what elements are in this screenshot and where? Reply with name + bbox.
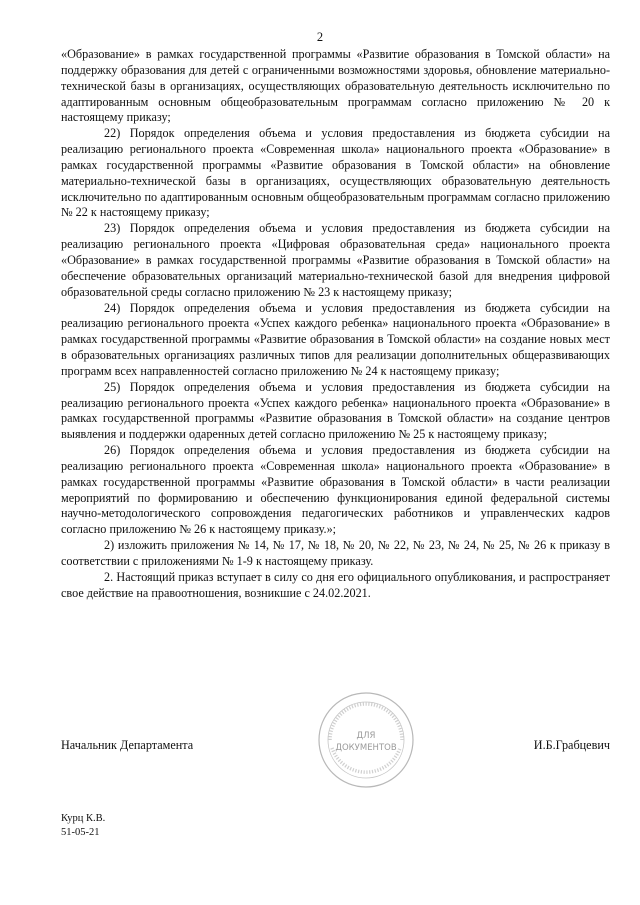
paragraph-point-2: 2) изложить приложения № 14, № 17, № 18, № 20, № 22, № 23, № 24, № 25, № 26 к приказу в соответствии с приложениями № 1-9 к настоящему приказу. (61, 538, 610, 568)
signatory-name: И.Б.Грабцевич (533, 738, 610, 752)
document-body (61, 47, 610, 602)
executor-phone: 51-05-21 (61, 826, 100, 838)
paragraph-section-2: 2. Настоящий приказ вступает в силу со дня его официального опубликования, и распространяет свое действие на правоотношения, возникшие с 24.02.2021. (61, 569, 610, 600)
executor-block (61, 812, 105, 839)
paragraph-continuation: «Образование» в рамках государственной программы «Развитие образования в Томской области» на поддержку образования для детей с ограниченными возможностями здоровья, обновление материально-технической базы в организациях, осуществляющих образовательную деятельность исключительно по адаптированным основным общеобразовательным программам согласно приложению № 20 к настоящему приказу; (61, 47, 610, 125)
paragraph-item-22: 22) Порядок определения объема и условия предоставления из бюджета субсидии на реализацию регионального проекта «Современная школа» национального проекта «Образование» в рамках государственной программы «Развитие образования в Томской области» на обновление материально-технической базы в организациях, осуществляющих образовательную деятельность исключительно по адаптированным основным общеобразовательным программам согласно приложению № 22 к настоящему приказу; (61, 126, 610, 220)
stamp-text-line1: ДЛЯ (356, 731, 376, 741)
paragraph-item-24: 24) Порядок определения объема и условия предоставления из бюджета субсидии на реализацию регионального проекта «Успех каждого ребенка» национального проекта «Образование» в рамках государственной программы «Развитие образования в Томской области» на создание новых мест в образовательных организациях различных типов для реализации дополнительных общеразвивающих программ всех направленностей согласно приложению № 24 к настоящему приказу; (61, 300, 610, 378)
paragraph-item-23: 23) Порядок определения объема и условия предоставления из бюджета субсидии на реализацию регионального проекта «Цифровая образовательная среда» национального проекта «Образование» в рамках государственной программы «Развитие образования в Томской области» на обеспечение образовательных организаций материально-технической базой для внедрения цифровой образовательной среды согласно приложению № 23 к настоящему приказу; (61, 221, 610, 299)
executor-name: Курц К.В. (61, 813, 106, 824)
official-stamp (316, 690, 416, 790)
paragraph-item-26: 26) Порядок определения объема и условия предоставления из бюджета субсидии на реализацию регионального проекта «Современная школа» национального проекта «Образование» в рамках государственной программы «Развитие образования в Томской области» в части реализации мероприятий по формированию и обеспечению функционирования единой федеральной системы научно-методологического сопровождения педагогических работников и управленческих кадров согласно приложению № 26 к настоящему приказу.»; (61, 443, 610, 537)
signatory-title: Начальник Департамента (61, 738, 194, 752)
page-number: 2 (316, 30, 324, 44)
stamp-text-line2: ДОКУМЕНТОВ (335, 743, 397, 753)
paragraph-item-25: 25) Порядок определения объема и условия предоставления из бюджета субсидии на реализацию регионального проекта «Успех каждого ребенка» национального проекта «Образование» в рамках государственной программы «Развитие образования в Томской области» на создание центров выявления и поддержки одаренных детей согласно приложению № 25 к настоящему приказу; (61, 379, 610, 442)
